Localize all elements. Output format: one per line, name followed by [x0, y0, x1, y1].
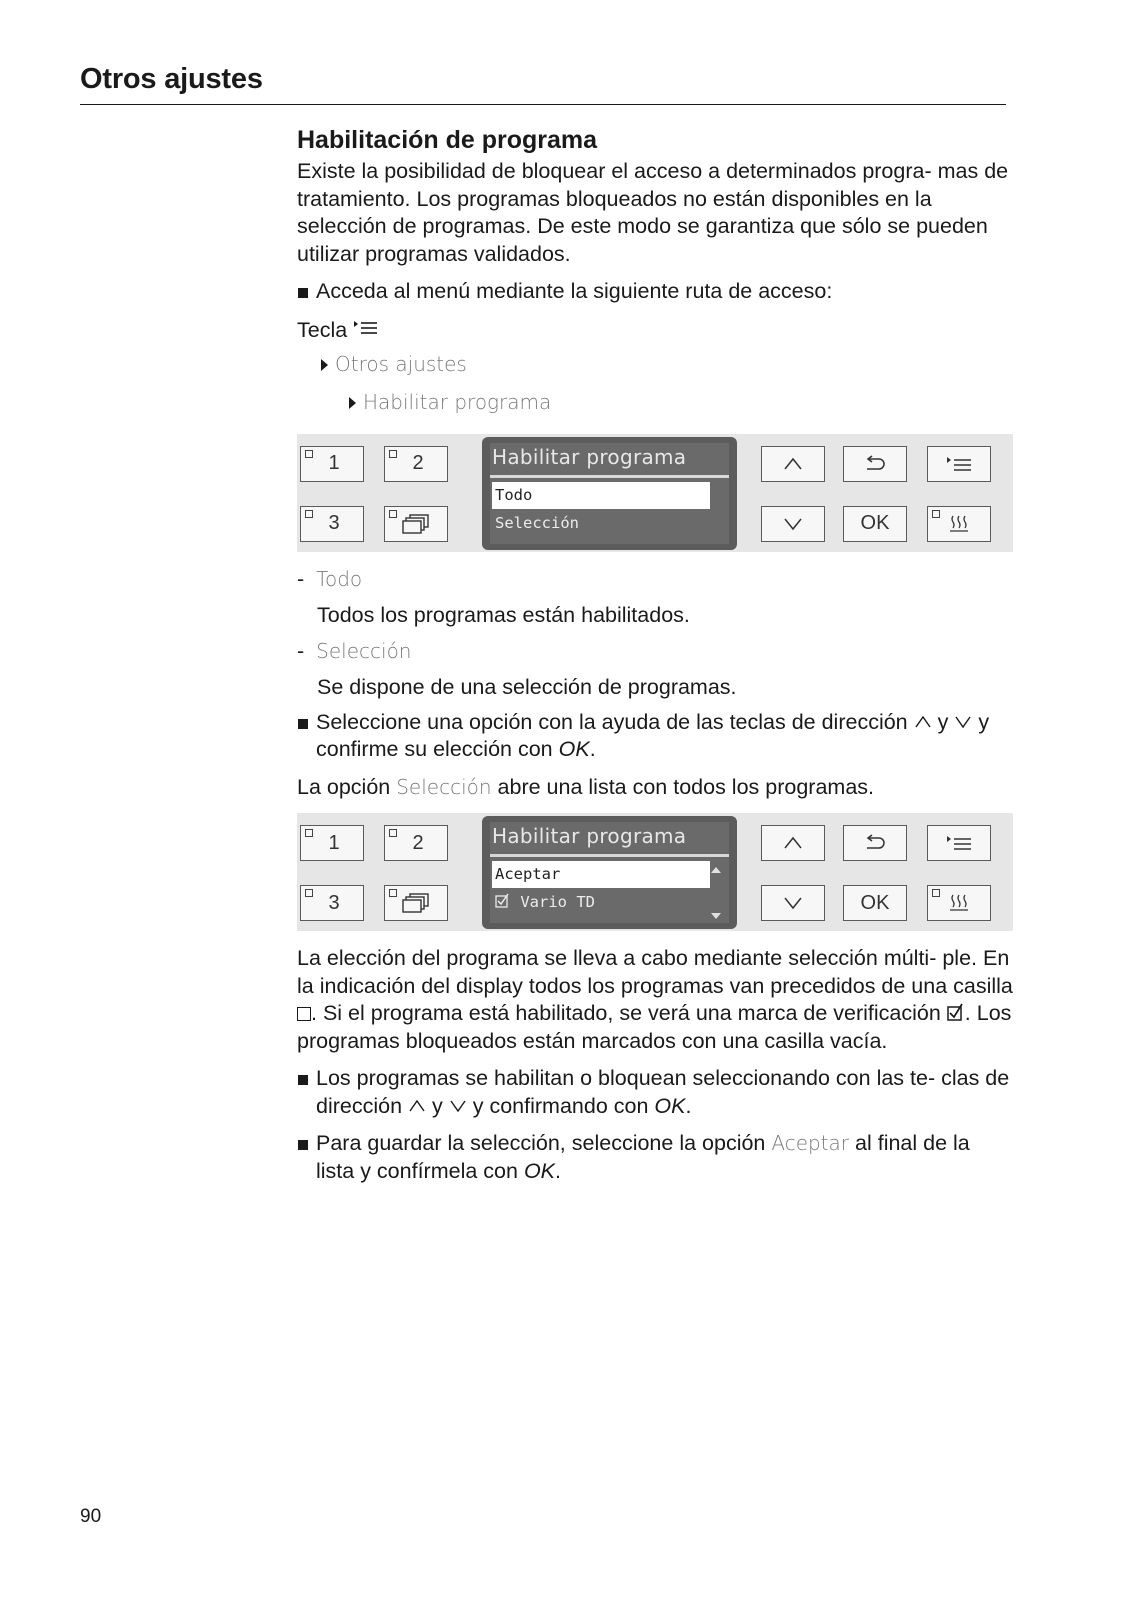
- display-title: Habilitar programa: [492, 444, 687, 469]
- chevron-up-icon: [408, 1099, 426, 1113]
- page-title: Otros ajustes: [80, 63, 263, 95]
- control-panel-2: [297, 813, 1013, 931]
- back-button[interactable]: [843, 825, 907, 861]
- led-indicator: [305, 510, 313, 518]
- scroll-down-icon: [711, 913, 721, 919]
- step-enable-programs: Los programas se habilitan o bloquean seleccionando con las te- clas de dirección y y confirmando con OK.: [297, 1065, 1013, 1120]
- led-indicator: [389, 829, 397, 837]
- up-arrow-button[interactable]: [761, 825, 825, 861]
- program-key-1[interactable]: 1: [300, 825, 364, 861]
- display-selected-option: Aceptar: [492, 861, 710, 888]
- checkbox-checked-icon: [947, 1002, 965, 1022]
- multi-selection-paragraph: La elección del programa se lleva a cabo mediante selección múlti- ple. En la indicación del display todos los programas van precedidos de una casilla . Si el programa está habilitado, se verá una marca de verificación . Los programas bloqueados están marcados con una casilla vacía.: [297, 946, 1013, 1053]
- display-option: Selección: [495, 513, 579, 532]
- chevron-down-icon: [449, 1099, 467, 1113]
- led-indicator: [389, 889, 397, 897]
- back-button[interactable]: [843, 446, 907, 482]
- scroll-up-icon: [711, 867, 721, 873]
- path-arrow-icon: [349, 397, 356, 409]
- program-list-key[interactable]: [384, 506, 448, 542]
- ok-button[interactable]: OK: [843, 885, 907, 921]
- path-level-2: Habilitar programa: [363, 389, 552, 414]
- program-list-key[interactable]: [384, 885, 448, 921]
- led-indicator: [932, 889, 940, 897]
- page-number: 90: [80, 1506, 102, 1527]
- option-name: Todo: [316, 566, 363, 591]
- control-panel-1: [297, 434, 1013, 552]
- chevron-down-icon: [783, 517, 803, 531]
- drying-icon: [948, 893, 970, 913]
- step-access-menu: Acceda al menú mediante la siguiente ruta de acceso:: [297, 278, 1013, 306]
- program-key-3[interactable]: 3: [300, 885, 364, 921]
- option-name: Selección: [316, 638, 412, 663]
- display-option: Vario TD: [492, 893, 595, 911]
- menu-button[interactable]: [927, 446, 991, 482]
- chevron-down-icon: [783, 896, 803, 910]
- led-indicator: [389, 450, 397, 458]
- led-indicator: [932, 510, 940, 518]
- ok-button[interactable]: OK: [843, 506, 907, 542]
- chevron-up-icon: [914, 715, 932, 729]
- display-screen: [482, 437, 737, 550]
- selection-note: La opción Selección abre una lista con todos los programas.: [297, 774, 875, 799]
- checkbox-checked-icon: [495, 893, 511, 909]
- option-todo: - Todo: [297, 566, 363, 591]
- option-seleccion: - Selección: [297, 638, 412, 663]
- drying-icon: [948, 514, 970, 534]
- led-indicator: [305, 829, 313, 837]
- display-title: Habilitar programa: [492, 824, 687, 848]
- drying-button[interactable]: [927, 506, 991, 542]
- program-key-3[interactable]: 3: [300, 506, 364, 542]
- up-arrow-button[interactable]: [761, 446, 825, 482]
- step-select-option: Seleccione una opción con la ayuda de las teclas de dirección y y confirme su elección con OK.: [297, 709, 1013, 764]
- chevron-down-icon: [954, 715, 972, 729]
- down-arrow-button[interactable]: [761, 506, 825, 542]
- access-path: [297, 316, 1013, 422]
- windows-stack-icon: [401, 892, 431, 914]
- option-seleccion-description: Se dispone de una selección de programas.: [317, 675, 737, 699]
- menu-button[interactable]: [927, 825, 991, 861]
- menu-icon: [945, 834, 973, 852]
- menu-icon: [945, 455, 973, 473]
- display-screen: [482, 816, 737, 929]
- menu-key-icon: [353, 317, 379, 345]
- page-header: [80, 62, 1006, 105]
- led-indicator: [389, 510, 397, 518]
- down-arrow-button[interactable]: [761, 885, 825, 921]
- chevron-up-icon: [783, 836, 803, 850]
- display-selected-option: Todo: [492, 482, 710, 509]
- chevron-up-icon: [783, 457, 803, 471]
- drying-button[interactable]: [927, 885, 991, 921]
- content: [297, 124, 1013, 1185]
- intro-paragraph: Existe la posibilidad de bloquear el acceso a determinados progra- mas de tratamiento. Los programas bloqueados no están disponibles en la selección de programas. De este modo se garantiza que sólo se pueden utilizar programas validados.: [297, 159, 1009, 266]
- checkbox-empty-icon: [297, 1007, 311, 1021]
- led-indicator: [305, 889, 313, 897]
- path-key-label: Tecla: [297, 317, 348, 342]
- back-arrow-icon: [863, 455, 887, 473]
- led-indicator: [305, 450, 313, 458]
- windows-stack-icon: [401, 513, 431, 535]
- program-key-1[interactable]: 1: [300, 446, 364, 482]
- program-key-2[interactable]: 2: [384, 825, 448, 861]
- option-todo-description: Todos los programas están habilitados.: [317, 603, 690, 627]
- section-title: Habilitación de programa: [297, 126, 598, 154]
- program-key-2[interactable]: 2: [384, 446, 448, 482]
- back-arrow-icon: [863, 834, 887, 852]
- path-arrow-icon: [321, 359, 328, 371]
- path-level-1: Otros ajustes: [335, 351, 467, 376]
- step-save-selection: Para guardar la selección, seleccione la opción Aceptar al final de la lista y confírmela con OK.: [297, 1130, 1013, 1185]
